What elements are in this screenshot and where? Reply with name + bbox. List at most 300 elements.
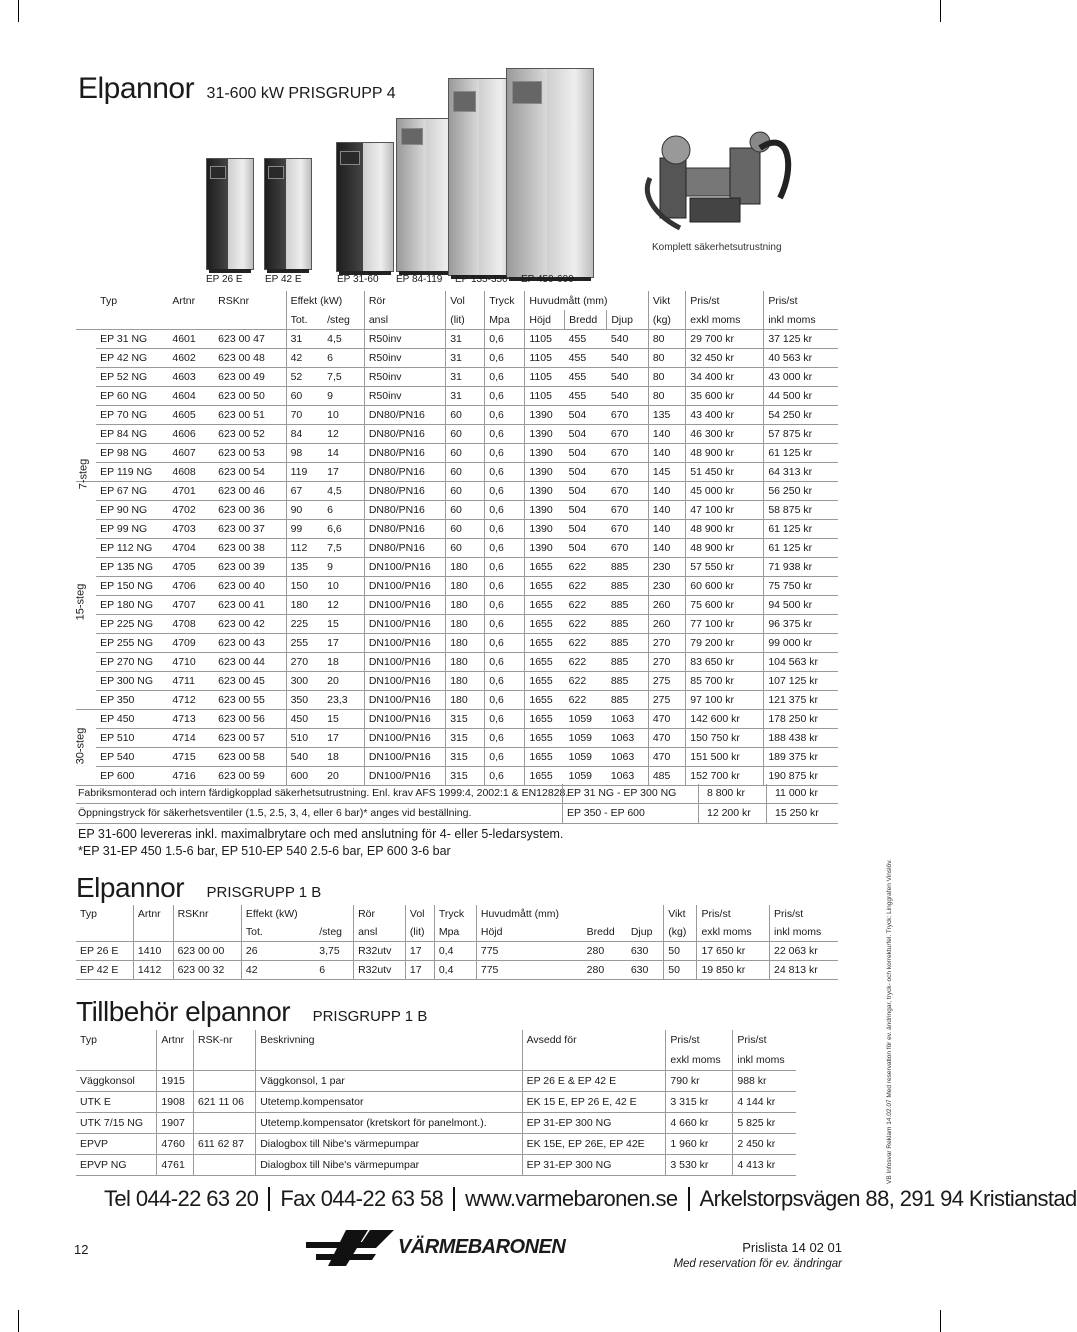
table-cell: 4604 <box>168 387 214 406</box>
table-cell: 190 875 kr <box>764 767 838 786</box>
table-cell: 280 <box>583 961 627 980</box>
table-cell: EP 42 NG <box>96 349 168 368</box>
table-cell: 4703 <box>168 520 214 539</box>
table-cell: 4704 <box>168 539 214 558</box>
table-cell: 3 315 kr <box>666 1092 733 1113</box>
table-cell: 14 <box>323 444 364 463</box>
table-cell: 4603 <box>168 368 214 387</box>
table-cell: 10 <box>323 406 364 425</box>
table-cell: 50 <box>664 942 697 961</box>
table-header-row <box>76 923 838 942</box>
table-cell: 623 00 00 <box>173 942 241 961</box>
table-cell: 470 <box>648 710 685 729</box>
crop-mark <box>940 1310 941 1332</box>
table-cell: 623 00 37 <box>214 520 286 539</box>
table-cell: 623 00 49 <box>214 368 286 387</box>
table-cell: 60 600 kr <box>686 577 764 596</box>
table-cell: 79 200 kr <box>686 634 764 653</box>
table-cell: 4716 <box>168 767 214 786</box>
table-cell: Dialogbox till Nibe's värmepumpar <box>256 1134 522 1155</box>
table-cell: 3,75 <box>315 942 353 961</box>
table-cell: 151 500 kr <box>686 748 764 767</box>
table-cell: 135 <box>286 558 323 577</box>
table-cell: 6 <box>323 501 364 520</box>
table-cell: 315 <box>446 710 485 729</box>
table-cell: 623 00 43 <box>214 634 286 653</box>
table-cell: 623 00 41 <box>214 596 286 615</box>
table-cell: 17 <box>405 942 434 961</box>
table-cell: 455 <box>565 368 607 387</box>
table-cell: 6,6 <box>323 520 364 539</box>
table-cell: R50inv <box>364 387 445 406</box>
table-cell: DN80/PN16 <box>364 444 445 463</box>
table-cell: 31 <box>446 368 485 387</box>
table-cell: R50inv <box>364 368 445 387</box>
table-row <box>76 425 838 444</box>
table-cell: 6 <box>323 349 364 368</box>
step-group-cell <box>76 653 96 672</box>
table-cell: 18 <box>323 653 364 672</box>
col-header <box>256 1050 522 1071</box>
contact-tel: Tel 044-22 63 20 <box>104 1186 259 1211</box>
table-cell: EPVP NG <box>76 1155 157 1176</box>
table-cell: 99 000 kr <box>764 634 838 653</box>
col-header: Typ <box>100 294 118 307</box>
col-subheader: ansl <box>364 310 445 330</box>
table-cell: 44 500 kr <box>764 387 838 406</box>
table-cell: 48 900 kr <box>686 444 764 463</box>
footnote-price-excl: 8 800 kr <box>698 784 775 803</box>
table-cell: 670 <box>607 539 649 558</box>
table-cell: 1063 <box>607 767 649 786</box>
table-cell: 4,5 <box>323 330 364 349</box>
col-header: Huvudmått (mm) <box>476 905 582 923</box>
col-header: Beskrivning <box>256 1030 522 1050</box>
col-header <box>315 905 353 923</box>
table-cell: 670 <box>607 425 649 444</box>
table-cell: UTK E <box>76 1092 157 1113</box>
crop-mark <box>940 0 941 22</box>
table-cell: 623 00 46 <box>214 482 286 501</box>
table-cell: 0,6 <box>485 501 525 520</box>
table-cell: 230 <box>648 558 685 577</box>
table-cell: Väggkonsol <box>76 1071 157 1092</box>
table-cell: 60 <box>446 444 485 463</box>
table-cell: 40 563 kr <box>764 349 838 368</box>
col-header: Artnr <box>157 1030 194 1050</box>
table-cell: EP 225 NG <box>96 615 168 634</box>
table-row <box>76 691 838 710</box>
col-header: exkl moms <box>666 1050 733 1071</box>
table-cell: DN80/PN16 <box>364 406 445 425</box>
group-label-30-steg: 30-steg <box>74 727 87 765</box>
col-header: Djup <box>630 926 653 938</box>
crop-mark <box>18 0 19 22</box>
table-cell: 623 00 57 <box>214 729 286 748</box>
table-cell: 85 700 kr <box>686 672 764 691</box>
table-cell: 623 00 38 <box>214 539 286 558</box>
table-cell: 1655 <box>525 672 565 691</box>
table-cell: 1655 <box>525 634 565 653</box>
col-header: Typ <box>80 1034 97 1046</box>
table-cell: 7,5 <box>323 368 364 387</box>
table-row <box>76 330 838 349</box>
table-cell: 622 <box>565 634 607 653</box>
pricelist-info <box>673 1240 842 1272</box>
table-cell: EP 600 <box>96 767 168 786</box>
table-cell: 23,3 <box>323 691 364 710</box>
table-cell: 1390 <box>525 425 565 444</box>
table-cell: 280 <box>583 942 627 961</box>
col-header: inkl moms <box>733 1050 796 1071</box>
table-cell: 0,6 <box>485 577 525 596</box>
col-header <box>133 923 173 942</box>
table-cell: EP 26 E & EP 42 E <box>522 1071 666 1092</box>
table-cell: 4708 <box>168 615 214 634</box>
table-cell: EP 90 NG <box>96 501 168 520</box>
logo-mark-icon <box>306 1228 396 1268</box>
table-cell: 300 <box>286 672 323 691</box>
table-cell: 0,6 <box>485 520 525 539</box>
table-cell: 1063 <box>607 710 649 729</box>
col-header: Avsedd för <box>522 1030 666 1050</box>
table-cell: 1907 <box>157 1113 194 1134</box>
table-row <box>76 501 838 520</box>
table-cell: 455 <box>565 330 607 349</box>
col-header: inkl moms <box>770 923 838 942</box>
table-cell: 180 <box>446 653 485 672</box>
table-cell: 1105 <box>525 330 565 349</box>
table-cell: 1059 <box>565 729 607 748</box>
table-cell: 885 <box>607 672 649 691</box>
table-cell: 140 <box>648 539 685 558</box>
table-cell: 45 000 kr <box>686 482 764 501</box>
table-cell: UTK 7/15 NG <box>76 1113 157 1134</box>
contact-web[interactable]: www.varmebaronen.se <box>465 1186 678 1211</box>
table-cell: DN100/PN16 <box>364 653 445 672</box>
brand-logo <box>306 1228 586 1268</box>
table-cell: 112 <box>286 539 323 558</box>
table-cell: 4,5 <box>323 482 364 501</box>
table-cell: 75 600 kr <box>686 596 764 615</box>
col-header: Huvudmått (mm) <box>525 291 648 310</box>
safety-caption: Komplett säkerhetsutrustning <box>652 242 782 253</box>
col-header: Vikt <box>648 291 685 310</box>
table-cell: 9 <box>323 558 364 577</box>
table-cell: 80 <box>648 387 685 406</box>
table-cell: 84 <box>286 425 323 444</box>
col-header: Pris/st <box>764 291 838 310</box>
col-header: (lit) <box>405 923 434 942</box>
table-cell: 1390 <box>525 406 565 425</box>
table-row <box>76 942 838 961</box>
col-subheader: exkl moms <box>686 310 764 330</box>
footnote-text: Fabriksmonterad och intern färdigkopplad säkerhetsutrustning. Enl. krav AFS 1999:4, 2002:1 & EN12828. <box>78 787 569 799</box>
table-cell: 80 <box>648 330 685 349</box>
step-group-cell <box>76 501 96 520</box>
table-cell: R32utv <box>354 961 406 980</box>
table-cell: 1390 <box>525 482 565 501</box>
table-cell: 180 <box>446 596 485 615</box>
table-cell: 622 <box>565 672 607 691</box>
model-label: EP 31-60 <box>337 274 379 285</box>
table-cell: 885 <box>607 577 649 596</box>
table-cell: 60 <box>446 501 485 520</box>
table-cell: 1105 <box>525 387 565 406</box>
table-header-row <box>76 905 838 923</box>
col-subheader: (lit) <box>446 310 485 330</box>
table-row <box>76 520 838 539</box>
table-cell: 57 550 kr <box>686 558 764 577</box>
table-cell: 4706 <box>168 577 214 596</box>
table-cell: EP 67 NG <box>96 482 168 501</box>
table-cell: 255 <box>286 634 323 653</box>
table-cell: 275 <box>648 672 685 691</box>
section-heading-tillbehor <box>76 996 427 1028</box>
table-cell: 4713 <box>168 710 214 729</box>
price-table-group1b <box>76 905 838 980</box>
table-cell: EP 300 NG <box>96 672 168 691</box>
table-cell: 4760 <box>157 1134 194 1155</box>
table-cell: 540 <box>607 349 649 368</box>
table-row <box>76 482 838 501</box>
table-cell: 670 <box>607 520 649 539</box>
col-header <box>583 905 627 923</box>
section-title: Elpannor <box>76 872 185 903</box>
table-row <box>76 729 838 748</box>
table-cell: 1 960 kr <box>666 1134 733 1155</box>
model-label: EP 26 E <box>206 274 243 285</box>
table-cell: EP 99 NG <box>96 520 168 539</box>
table-cell: 6 <box>315 961 353 980</box>
table-cell: 623 00 44 <box>214 653 286 672</box>
table-cell: 670 <box>607 463 649 482</box>
table-cell: EP 84 NG <box>96 425 168 444</box>
table-cell: 623 00 56 <box>214 710 286 729</box>
table-cell: 4715 <box>168 748 214 767</box>
table-cell: 17 <box>323 729 364 748</box>
table-cell: 0,6 <box>485 710 525 729</box>
table-cell: R50inv <box>364 330 445 349</box>
table-cell: R32utv <box>354 942 406 961</box>
table-cell: 31 <box>446 330 485 349</box>
table-cell: 485 <box>648 767 685 786</box>
safety-equipment-image <box>640 128 800 238</box>
table-cell: 0,6 <box>485 748 525 767</box>
table-cell: 4714 <box>168 729 214 748</box>
col-header: Rör <box>364 291 445 310</box>
table-cell: 885 <box>607 596 649 615</box>
col-header <box>157 1050 194 1071</box>
table-cell: EP 255 NG <box>96 634 168 653</box>
table-cell: DN100/PN16 <box>364 748 445 767</box>
table-cell: 31 <box>286 330 323 349</box>
contact-fax: Fax 044-22 63 58 <box>280 1186 444 1211</box>
section-heading-elpannor <box>76 872 321 904</box>
table-cell: 1915 <box>157 1071 194 1092</box>
table-cell: 26 <box>241 942 315 961</box>
table-cell: 775 <box>476 961 582 980</box>
model-label: EP 42 E <box>265 274 302 285</box>
table-cell: 630 <box>627 961 664 980</box>
footnote-text: Öppningstryck för säkerhetsventiler (1.5, 2.5, 3, 4, eller 6 bar)* anges vid beställning. <box>78 807 472 819</box>
table-cell: 622 <box>565 596 607 615</box>
table-cell: DN100/PN16 <box>364 577 445 596</box>
table-cell: 1655 <box>525 748 565 767</box>
table-cell: 350 <box>286 691 323 710</box>
table-cell: 56 250 kr <box>764 482 838 501</box>
table-cell: 4702 <box>168 501 214 520</box>
step-group-cell <box>76 539 96 558</box>
table-cell: 15 <box>323 615 364 634</box>
table-cell: 32 450 kr <box>686 349 764 368</box>
col-subheader: Mpa <box>485 310 525 330</box>
table-cell: 19 850 kr <box>697 961 770 980</box>
table-cell: 50 <box>664 961 697 980</box>
table-cell: EP 450 <box>96 710 168 729</box>
model-label: EP 135-350 <box>455 274 508 285</box>
step-group-cell <box>76 387 96 406</box>
table-cell: 225 <box>286 615 323 634</box>
table-cell <box>194 1155 256 1176</box>
col-header: exkl moms <box>697 923 770 942</box>
table-cell: 180 <box>446 577 485 596</box>
table-cell: 60 <box>286 387 323 406</box>
footnote-row <box>76 784 838 804</box>
table-cell: 510 <box>286 729 323 748</box>
table-cell: EP 540 <box>96 748 168 767</box>
step-group-cell <box>76 520 96 539</box>
safety-equipment-footnotes <box>76 784 838 824</box>
table-cell: 70 <box>286 406 323 425</box>
table-cell: EP 31 NG <box>96 330 168 349</box>
col-header: (kg) <box>664 923 697 942</box>
table-cell: EP 26 E <box>76 942 133 961</box>
table-cell: EP 510 <box>96 729 168 748</box>
table-cell: 97 100 kr <box>686 691 764 710</box>
table-cell: 119 <box>286 463 323 482</box>
table-row <box>76 672 838 691</box>
pricelist-date: Prislista 14 02 01 <box>742 1240 842 1255</box>
table-cell: 622 <box>565 691 607 710</box>
section-subtitle: PRISGRUPP 1 B <box>206 884 322 901</box>
table-cell: 43 000 kr <box>764 368 838 387</box>
col-header: ansl <box>354 923 406 942</box>
table-row <box>76 406 838 425</box>
table-cell: 52 <box>286 368 323 387</box>
table-cell: 1390 <box>525 501 565 520</box>
table-cell: 61 125 kr <box>764 539 838 558</box>
table-cell: DN100/PN16 <box>364 596 445 615</box>
col-header <box>173 923 241 942</box>
table-cell: 623 00 48 <box>214 349 286 368</box>
table-cell: 9 <box>323 387 364 406</box>
footnote-price-incl: 15 250 kr <box>766 804 847 823</box>
table-cell: EP 60 NG <box>96 387 168 406</box>
table-cell: 988 kr <box>733 1071 796 1092</box>
table-cell: 600 <box>286 767 323 786</box>
table-cell: 4705 <box>168 558 214 577</box>
table-cell: EP 119 NG <box>96 463 168 482</box>
step-group-cell <box>76 767 96 786</box>
table-cell: 623 00 51 <box>214 406 286 425</box>
table-cell: 140 <box>648 444 685 463</box>
table-cell: 455 <box>565 387 607 406</box>
model-labels <box>0 274 960 288</box>
table-cell: 1655 <box>525 558 565 577</box>
col-header <box>76 1050 157 1071</box>
table-cell: 83 650 kr <box>686 653 764 672</box>
brand-name: VÄRMEBARONEN <box>398 1236 566 1258</box>
table-cell: 504 <box>565 482 607 501</box>
table-cell: 623 00 55 <box>214 691 286 710</box>
col-header <box>76 923 133 942</box>
col-header: Pris/st <box>697 905 770 923</box>
table-cell: 180 <box>446 615 485 634</box>
table-cell: 46 300 kr <box>686 425 764 444</box>
table-cell: 623 00 40 <box>214 577 286 596</box>
table-cell: 0,6 <box>485 767 525 786</box>
table-cell: 790 kr <box>666 1071 733 1092</box>
table-cell: 64 313 kr <box>764 463 838 482</box>
table-cell: 80 <box>648 368 685 387</box>
table-cell: 0,6 <box>485 406 525 425</box>
table-cell: 623 00 45 <box>214 672 286 691</box>
table-cell: DN100/PN16 <box>364 615 445 634</box>
col-subheader: Djup <box>607 310 649 330</box>
table-row <box>76 634 838 653</box>
table-cell: 504 <box>565 520 607 539</box>
table-cell: 17 <box>323 463 364 482</box>
table-cell: 96 375 kr <box>764 615 838 634</box>
page-number: 12 <box>74 1242 89 1257</box>
table-cell: 623 00 42 <box>214 615 286 634</box>
table-cell: 1390 <box>525 520 565 539</box>
table-cell: 47 100 kr <box>686 501 764 520</box>
table-cell: DN80/PN16 <box>364 520 445 539</box>
table-cell: 623 00 50 <box>214 387 286 406</box>
table-cell: 121 375 kr <box>764 691 838 710</box>
table-cell: 20 <box>323 767 364 786</box>
table-cell: EP 112 NG <box>96 539 168 558</box>
table-cell: 470 <box>648 748 685 767</box>
footnote-model: EP 350 - EP 600 <box>562 804 703 823</box>
table-cell: 455 <box>565 349 607 368</box>
table-cell: 623 00 47 <box>214 330 286 349</box>
table-cell: 1655 <box>525 767 565 786</box>
table-row <box>76 653 838 672</box>
table-row <box>76 615 838 634</box>
table-cell: 4709 <box>168 634 214 653</box>
table-cell: 60 <box>446 482 485 501</box>
col-header: Pris/st <box>733 1030 796 1050</box>
step-group-cell <box>76 672 96 691</box>
table-cell: 140 <box>648 425 685 444</box>
table-cell: EPVP <box>76 1134 157 1155</box>
table-cell: 152 700 kr <box>686 767 764 786</box>
footnote-price-excl: 12 200 kr <box>698 804 775 823</box>
col-header: Pris/st <box>770 905 838 923</box>
table-cell: 18 <box>323 748 364 767</box>
table-cell: 504 <box>565 444 607 463</box>
model-label: EP 450-600 <box>521 274 574 285</box>
title-main: Elpannor <box>78 72 195 105</box>
table-cell: DN100/PN16 <box>364 558 445 577</box>
table-cell: 31 <box>446 387 485 406</box>
col-header: Artnr <box>172 294 196 307</box>
table-cell: 1655 <box>525 691 565 710</box>
table-cell: 0,6 <box>485 425 525 444</box>
